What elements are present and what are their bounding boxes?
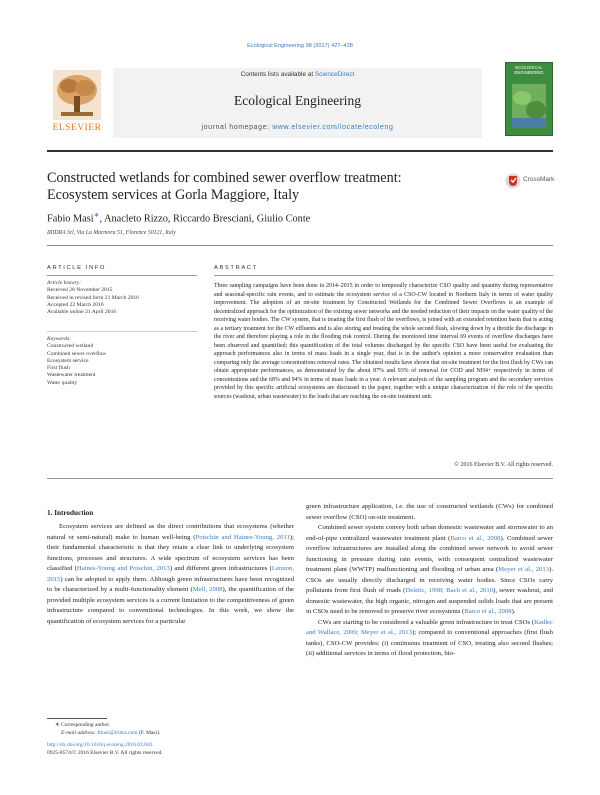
- footnote-rule: [47, 718, 107, 719]
- email-link[interactable]: fmasi@iridra.com: [97, 729, 138, 736]
- email-label: E-mail address:: [61, 729, 98, 736]
- abstract-rule: [214, 275, 553, 276]
- abstract-copyright: © 2016 Elsevier B.V. All rights reserved.: [454, 462, 553, 468]
- crossmark-icon[interactable]: [505, 172, 521, 190]
- corresponding-author-note: [47, 722, 307, 730]
- text-run: Combined sewer system convey both urban domestic wastewater and stormwater to an end-of-pipe centralized wastewater treatment plant (: [306, 524, 553, 542]
- abstract-bottom-rule: [47, 478, 553, 479]
- intro-paragraph-right-1: green infrastructure application, i.e. the use of constructed wetlands (CWs) for combined sewer overflow (CSO) on-site treatment.: [306, 503, 553, 521]
- corresponding-author-mark[interactable]: ∗: [93, 211, 100, 219]
- ref-link[interactable]: Kadlec and Wallace, 2009; Meyer et al., 2013: [306, 618, 553, 636]
- homepage-link[interactable]: www.elsevier.com/locate/ecoleng: [272, 124, 394, 131]
- doi-link[interactable]: http://dx.doi.org/10.1016/j.ecoleng.2016.03.043: [47, 742, 153, 748]
- accepted-date: Accepted 22 March 2016: [47, 301, 104, 308]
- crossmark-label[interactable]: CrossMark: [523, 176, 555, 183]
- keyword: Constructed wetland: [47, 343, 94, 350]
- ref-link[interactable]: Lennon, 2015: [47, 565, 295, 583]
- ref-link[interactable]: Haines-Young and Potschin, 2013: [76, 565, 170, 572]
- online-date: Available online 21 April 2016: [47, 309, 117, 316]
- email-suffix: (F. Masi).: [137, 729, 161, 736]
- keyword: Combined sewer overflow: [47, 350, 107, 357]
- corresponding-label: Corresponding author.: [60, 722, 111, 728]
- text-run: ).: [511, 608, 516, 615]
- keyword: Water quality: [47, 379, 78, 386]
- contents-prefix: Contents lists available at: [240, 71, 315, 78]
- article-info-rule: [47, 275, 197, 276]
- cover-image: [512, 84, 546, 128]
- keywords-block: [47, 336, 197, 387]
- author-list: [47, 211, 310, 224]
- introduction-heading: 1. Introduction: [47, 509, 94, 517]
- intro-paragraph-left: [47, 522, 294, 627]
- abstract-text: Three sampling campaigns have been done in 2014–2015 in order to temporally characterize CSO quality and quantity during representative and seasonal-specific rain events, and to estimate the ecosystem service of a CSO-CW located in Northern Italy in terms of water quality improvement. The adoption of an on-site treatment by Constructed Wetlands for the Combined Sewer Overflows is an example of decentralized approach for the optimization of the existing sewer networks and the needed reduction of their impacts on the water quality of the receiving water bodies. The CW system, that is treating the first flush of the overflows, is joined with an extended retention basin that is acting as a tertiary treatment for the CW effluents and is also storing and treating the whole second flush, slowing down by a throttle the discharge in the river and therefore playing a role in the flooding risk control. During the monitored time interval 69 events of overflow discharges have been observed and quantified; this quantification of the total volumes discharged by the specific CSO have been useful for evaluating the approach performances also in terms of mass loads in a single year, that is in the author's opinion a more conservative evaluation than comparing only the average concentrations removal rates. The obtained results have shown that on-site treatment for the first flush by CWs can obtain appropriate performances, as demonstrated by the about 87% and 93% of removal for COD and NH4+ respectively in terms of concentrations and the 68% and 94% in terms of mass loads in a year. A relevant analysis of the sampling program and the secondary services provided by this specific artificial ecosystems are discussed in the paper, together with a unique characterization of the role of the specific sources (washout, urban wastewater) to the loads that are reaching the on-site treatment unit.: [214, 283, 553, 400]
- article-info-label: ARTICLE INFO: [47, 265, 107, 271]
- journal-citation[interactable]: Ecological Engineering 98 (2017) 427–438: [247, 43, 353, 49]
- text-run: CWs are starting to be considered a valuable green infrastructure to treat CSOs (: [318, 618, 535, 626]
- text-run: ) can be adopted to apply them. Although green infrastructures have been recognized to be characterized by a multi-functionality element (: [47, 575, 294, 593]
- sciencedirect-link[interactable]: ScienceDirect: [314, 71, 355, 78]
- cover-title: ECOLOGICAL ENGINEERING: [514, 65, 544, 75]
- other-authors: , Anacleto Rizzo, Riccardo Bresciani, Giulio Conte: [99, 213, 311, 225]
- title-line-1: Constructed wetlands for combined sewer overflow treatment:: [47, 170, 402, 186]
- text-run: ) and different green infrastructures (: [169, 565, 272, 572]
- intro-paragraph-right-2: [306, 523, 553, 618]
- elsevier-wordmark: ELSEVIER: [52, 123, 102, 133]
- ref-link[interactable]: Deletic, 1998; Bach et al., 2010: [405, 587, 494, 594]
- ref-link[interactable]: Mell, 2008: [192, 586, 223, 593]
- ref-link[interactable]: Barco et al., 2008: [464, 608, 512, 615]
- footnote-mark: ∗: [55, 722, 60, 728]
- footnote-block: [47, 722, 307, 757]
- contents-line: [113, 71, 482, 78]
- article-history: [47, 280, 197, 316]
- affiliation: IRIDRA Srl, Via La Marmora 51, Florence 50121, Italy: [47, 230, 176, 236]
- revised-date: Received in revised form 21 March 2016: [47, 294, 139, 301]
- text-run: ); their fundamental characteristic is that they retain a clear link to underlying ecosystem functions, processes and structures. A wide spectrum of ecosystem services has been classified (: [47, 533, 295, 572]
- text-run: Ecosystem services are defined as the direct contributions that ecosystems (whether natural or semi-natural) make to human well-being (: [47, 523, 294, 541]
- abstract-label: ABSTRACT: [214, 265, 258, 271]
- keyword: Wastewater treatment: [47, 372, 96, 379]
- journal-title: Ecological Engineering: [233, 93, 362, 108]
- text-run: ), sewer washout, and domestic wastewater, the high organic, nitrogen and suspended solids loads that are present in CSOs need to be removed to preserve river ecosystems (: [306, 587, 554, 615]
- ref-link[interactable]: Meyer et al., 2013: [498, 566, 550, 573]
- keyword: First flush: [47, 365, 70, 372]
- homepage-line: [113, 124, 482, 131]
- text-run: ). Combined sewer overflow infrastructures are installed along the combined sewer network to avoid sewer functioning in pressure during rain events, with consequent centralized wastewater treatment plant (WWTP) malfunctioning and flooding of urban area (: [306, 534, 553, 573]
- author-masi[interactable]: Fabio Masi: [47, 213, 94, 225]
- article-title: [47, 170, 477, 204]
- text-run: ); compared to conventional approaches (first flush tanks), CSO-CW provides: (i) continuous treatment of CSO, treating also second flushes; (ii) additional services in terms of flood protection, bio-: [306, 629, 553, 657]
- text-run: ), the quantification of the provided multiple ecosystem services is a current limitation to the competitiveness of green infrastructure compared to conventional technologies. In this work, we show the quantification of ecosystem services for a particular: [47, 586, 295, 625]
- intro-paragraph-right-3: [306, 618, 553, 660]
- keyword: Ecosystem service: [47, 357, 89, 364]
- homepage-label: journal homepage:: [201, 124, 273, 131]
- received-date: Received 28 November 2015: [47, 287, 113, 294]
- intro-right-column: [306, 502, 553, 660]
- text-run: ). CSOs are usually directly discharged in receiving water bodies. Since CSOs carry pollutants from first flush of roads (: [306, 566, 553, 594]
- issn-line: 0925-8574/© 2016 Elsevier B.V. All rights reserved.: [47, 749, 163, 756]
- ref-link[interactable]: Potschin and Haines-Young, 2011: [195, 533, 290, 541]
- header-rule: [47, 150, 553, 152]
- history-label: Article history:: [47, 280, 82, 286]
- keywords-label: Keywords:: [47, 336, 72, 342]
- ref-link[interactable]: Barco et al., 2008: [450, 534, 501, 542]
- title-line-2: Ecosystem services at Gorla Maggiore, Italy: [47, 187, 300, 203]
- affiliation-rule: [47, 245, 553, 246]
- keywords-rule: [47, 331, 197, 332]
- email-line: [47, 730, 307, 738]
